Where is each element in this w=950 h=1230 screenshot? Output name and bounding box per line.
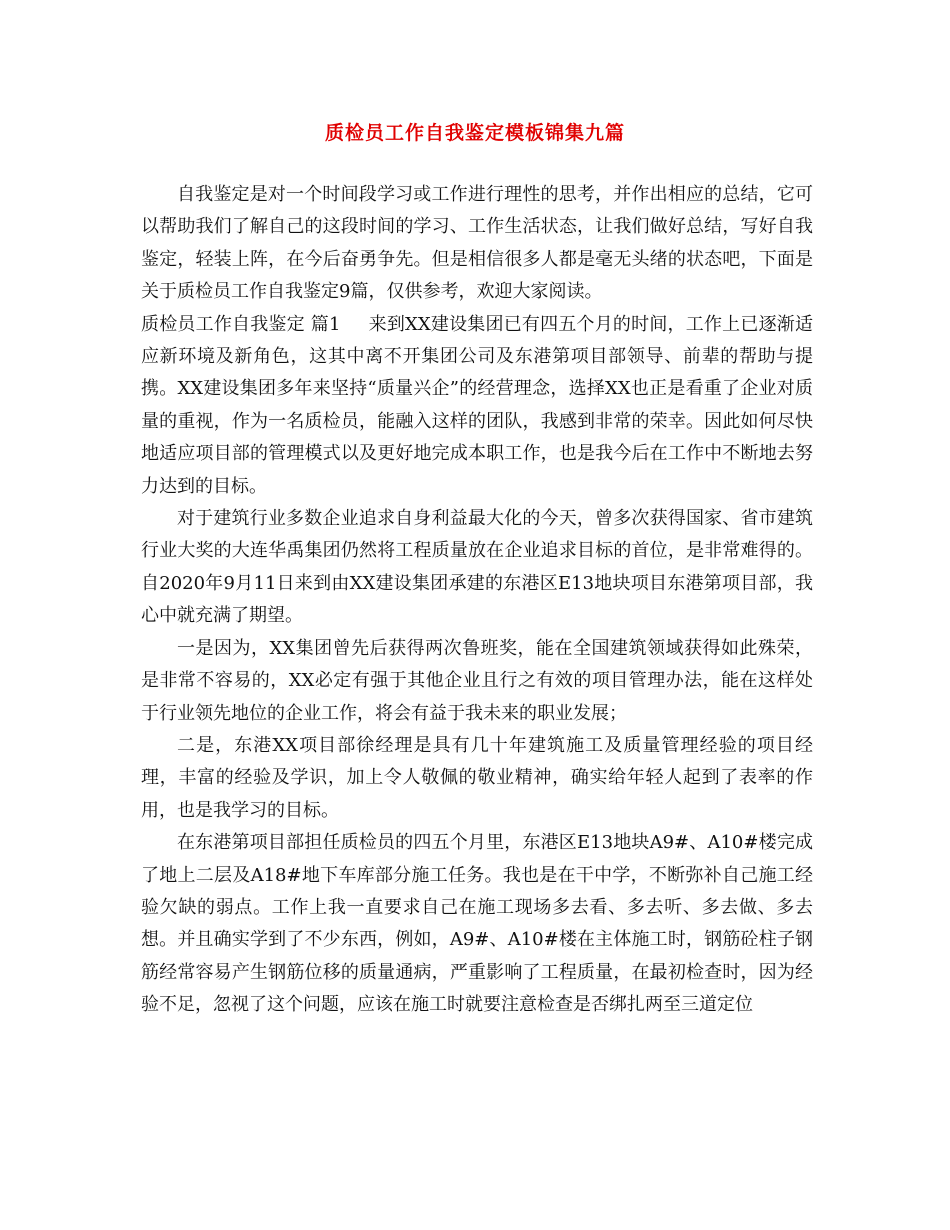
- body-paragraph: 对于建筑行业多数企业追求自身利益最大化的今天，曾多次获得国家、省市建筑行业大奖的大连华禹集团仍然将工程质量放在企业追求目标的首位，是非常难得的。自2020年9月11日来到由XX建设集团承建的东港区E13地块项目东港第项目部，我心中就充满了期望。: [141, 508, 813, 627]
- body-paragraph: 一是因为，XX集团曾先后获得两次鲁班奖，能在全国建筑领域获得如此殊荣，是非常不容易的，XX必定有强于其他企业且行之有效的项目管理办法，能在这样处于行业领先地位的企业工作，将会有益于我未来的职业发展；: [141, 637, 813, 724]
- intro-paragraph: 自我鉴定是对一个时间段学习或工作进行理性的思考，并作出相应的总结，它可以帮助我们了解自己的这段时间的学习、工作生活状态，让我们做好总结，写好自我鉴定，轻装上阵，在今后奋勇争先。但是相信很多人都是毫无头绪的状态吧，下面是关于质检员工作自我鉴定9篇，仅供参考，欢迎大家阅读。: [141, 184, 813, 303]
- section-1-label: 质检员工作自我鉴定 篇1: [141, 313, 341, 335]
- document-body: [141, 179, 813, 1022]
- document-title: 质检员工作自我鉴定模板锦集九篇: [324, 122, 625, 144]
- section-1-text: 来到XX建设集团已有四五个月的时间，工作上已逐渐适应新环境及新角色，这其中离不开集团公司及东港第项目部领导、前辈的帮助与提携。XX建设集团多年来坚持“质量兴企”的经营理念，选择XX也正是看重了企业对质量的重视，作为一名质检员，能融入这样的团队，我感到非常的荣幸。因此如何尽快地适应项目部的管理模式以及更好地完成本职工作，也是我今后在工作中不断地去努力达到的目标。: [141, 313, 813, 497]
- body-paragraph: 在东港第项目部担任质检员的四五个月里，东港区E13地块A9#、A10#楼完成了地上二层及A18#地下车库部分施工任务。我也是在干中学，不断弥补自己施工经验欠缺的弱点。工作上我一直要求自己在施工现场多去看、多去听、多去做、多去想。并且确实学到了不少东西，例如，A9#、A10#楼在主体施工时，钢筋砼柱子钢筋经常容易产生钢筋位移的质量通病，严重影响了工程质量，在最初检查时，因为经验不足，忽视了这个问题，应该在施工时就要注意检查是否绑扎两至三道定位: [141, 832, 813, 1016]
- section-1-paragraph: [141, 309, 813, 503]
- body-paragraph: 二是，东港XX项目部徐经理是具有几十年建筑施工及质量管理经验的项目经理，丰富的经验及学识，加上令人敬佩的敬业精神，确实给年轻人起到了表率的作用，也是我学习的目标。: [141, 734, 813, 821]
